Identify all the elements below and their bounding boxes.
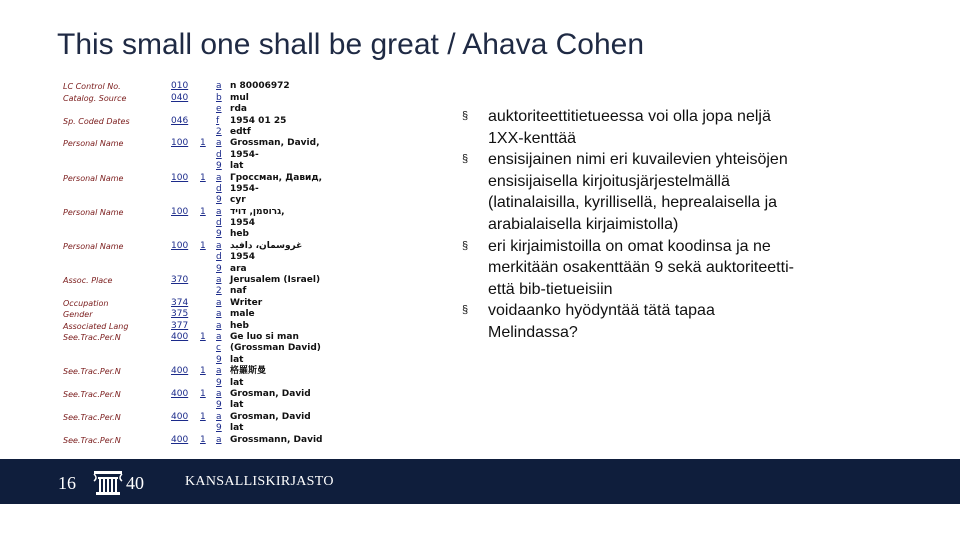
- subfield-code[interactable]: a: [216, 366, 222, 377]
- field-value: Ge luo si man: [230, 331, 299, 342]
- field-tag[interactable]: 370: [171, 275, 189, 286]
- bullet-text: ensisijainen nimi eri kuvailevien yhteisöjen ensisijaisella kirjoitusjärjestelmällä (latinalaisilla, kyrillisellä, heprealaisella ja arabialaisella kirjaimistolla): [488, 151, 788, 233]
- subfield-code[interactable]: d: [216, 149, 222, 160]
- bullet-text: auktoriteettitietueessa voi olla jopa neljä 1XX-kenttää: [488, 108, 771, 147]
- marc-field-row: [60, 161, 330, 172]
- field-value: lat: [230, 354, 244, 365]
- subfield-code[interactable]: d: [216, 218, 222, 229]
- field-value: lat: [230, 377, 244, 388]
- bullet-text: voidaanko hyödyntää tätä tapaa Melindassa?: [488, 302, 715, 341]
- subfield-code[interactable]: 9: [216, 400, 222, 411]
- marc-field-row: [60, 195, 330, 206]
- subfield-code[interactable]: d: [216, 183, 222, 194]
- field-value: rda: [230, 104, 247, 115]
- field-label: Gender: [63, 310, 93, 320]
- field-tag[interactable]: 010: [171, 81, 189, 92]
- field-value: n 80006972: [230, 81, 290, 92]
- field-value: mul: [230, 92, 249, 103]
- subfield-code[interactable]: a: [216, 275, 222, 286]
- field-label: See.Trac.Per.N: [63, 367, 121, 377]
- field-indicator: 1: [200, 240, 206, 251]
- marc-field-row: [60, 241, 330, 252]
- field-value: Grossman, David,: [230, 138, 320, 149]
- marc-field-row: [60, 423, 330, 434]
- field-value: 1954: [230, 252, 256, 263]
- subfield-code[interactable]: a: [216, 388, 222, 399]
- field-tag[interactable]: 400: [171, 366, 189, 377]
- subfield-code[interactable]: a: [216, 138, 222, 149]
- organization-name: KANSALLISKIRJASTO: [185, 474, 334, 489]
- field-value: ara: [230, 263, 247, 274]
- subfield-code[interactable]: a: [216, 206, 222, 217]
- logo-right-digits: 40: [126, 473, 144, 493]
- field-indicator: 1: [200, 172, 206, 183]
- marc-field-row: [60, 389, 330, 400]
- field-value: edtf: [230, 126, 251, 137]
- bullet-item: [462, 300, 802, 343]
- field-value: cyr: [230, 195, 246, 206]
- field-value: lat: [230, 161, 244, 172]
- field-tag[interactable]: 040: [171, 92, 189, 103]
- marc-field-row: [60, 81, 330, 92]
- marc-field-row: [60, 184, 330, 195]
- field-value: lat: [230, 423, 244, 434]
- subfield-code[interactable]: a: [216, 331, 222, 342]
- subfield-code[interactable]: 2: [216, 286, 222, 297]
- marc-field-row: [60, 309, 330, 320]
- marc-field-row: [60, 104, 330, 115]
- marc-field-row: [60, 218, 330, 229]
- logo-left-digits: 16: [58, 473, 76, 493]
- field-indicator: 1: [200, 206, 206, 217]
- marc-field-row: [60, 355, 330, 366]
- field-value: غروسمان، دافيد: [230, 240, 303, 251]
- marc-field-row: [60, 93, 330, 104]
- field-value: גרוסמן, דויד,: [230, 206, 285, 217]
- marc-field-row: [60, 127, 330, 138]
- field-value: (Grossman David): [230, 343, 321, 354]
- subfield-code[interactable]: 9: [216, 354, 222, 365]
- field-indicator: 1: [200, 366, 206, 377]
- field-tag[interactable]: 100: [171, 172, 189, 183]
- marc-field-row: [60, 264, 330, 275]
- field-value: naf: [230, 286, 247, 297]
- field-value: 1954: [230, 218, 256, 229]
- field-label: See.Trac.Per.N: [63, 332, 121, 342]
- marc-field-row: [60, 400, 330, 411]
- marc-field-row: [60, 343, 330, 354]
- subfield-code[interactable]: 9: [216, 423, 222, 434]
- field-value: Grosman, David: [230, 388, 311, 399]
- field-tag[interactable]: 046: [171, 115, 189, 126]
- field-tag[interactable]: 100: [171, 206, 189, 217]
- field-label: Sp. Coded Dates: [63, 116, 130, 126]
- field-value: 1954 01 25: [230, 115, 287, 126]
- marc-field-row: [60, 116, 330, 127]
- marc-field-row: [60, 150, 330, 161]
- field-value: male: [230, 309, 255, 320]
- field-label: Associated Lang: [63, 321, 129, 331]
- marc-field-row: [60, 366, 330, 377]
- subfield-code[interactable]: a: [216, 172, 222, 183]
- field-tag[interactable]: 100: [171, 138, 189, 149]
- field-value: Гроссман, Давид,: [230, 172, 323, 183]
- field-indicator: 1: [200, 434, 206, 445]
- field-value: Jerusalem (Israel): [230, 275, 321, 286]
- field-tag[interactable]: 400: [171, 388, 189, 399]
- marc-record-screenshot: [60, 70, 330, 445]
- subfield-code[interactable]: 9: [216, 195, 222, 206]
- field-tag[interactable]: 400: [171, 411, 189, 422]
- subfield-code[interactable]: a: [216, 240, 222, 251]
- subfield-code[interactable]: 9: [216, 161, 222, 172]
- subfield-code[interactable]: 9: [216, 377, 222, 388]
- subfield-code[interactable]: a: [216, 320, 222, 331]
- subfield-code[interactable]: a: [216, 411, 222, 422]
- subfield-code[interactable]: 9: [216, 229, 222, 240]
- marc-field-row: [60, 173, 330, 184]
- field-tag[interactable]: 377: [171, 320, 189, 331]
- slide-title: This small one shall be great / Ahava Cohen: [57, 28, 645, 61]
- field-label: Assoc. Place: [63, 276, 113, 286]
- marc-field-row: [60, 298, 330, 309]
- bullet-item: [462, 236, 802, 301]
- bullet-item: [462, 106, 802, 149]
- bullet-item: [462, 149, 802, 235]
- field-label: Personal Name: [63, 139, 124, 149]
- marc-field-row: [60, 435, 330, 446]
- field-tag[interactable]: 375: [171, 309, 189, 320]
- field-label: Occupation: [63, 298, 109, 308]
- field-value: 格羅斯曼: [230, 366, 267, 377]
- field-label: LC Control No.: [63, 82, 121, 92]
- field-value: heb: [230, 229, 249, 240]
- field-value: Grossmann, David: [230, 434, 323, 445]
- subfield-code[interactable]: a: [216, 434, 222, 445]
- field-tag[interactable]: 374: [171, 297, 189, 308]
- marc-field-row: [60, 207, 330, 218]
- field-label: See.Trac.Per.N: [63, 435, 121, 445]
- marc-field-row: [60, 275, 330, 286]
- field-value: 1954-: [230, 183, 259, 194]
- subfield-code[interactable]: f: [216, 115, 220, 126]
- field-value: 1954-: [230, 149, 259, 160]
- marc-field-row: [60, 321, 330, 332]
- field-tag[interactable]: 400: [171, 331, 189, 342]
- marc-field-row: [60, 378, 330, 389]
- footer-bar: [0, 459, 960, 504]
- bullet-text: eri kirjaimistoilla on omat koodinsa ja ne merkitään osakenttään 9 sekä auktoriteetti- että bib-tietueisiin: [488, 237, 794, 298]
- field-indicator: 1: [200, 138, 206, 149]
- bullet-marker-icon: §: [462, 153, 469, 166]
- field-label: Catalog. Source: [63, 93, 127, 103]
- field-tag[interactable]: 100: [171, 240, 189, 251]
- marc-field-row: [60, 229, 330, 240]
- bullet-marker-icon: §: [462, 304, 469, 317]
- marc-field-row: [60, 412, 330, 423]
- field-label: See.Trac.Per.N: [63, 412, 121, 422]
- bullet-list: [462, 106, 802, 344]
- field-label: Personal Name: [63, 173, 124, 183]
- column-logo-icon: [58, 467, 158, 497]
- field-indicator: 1: [200, 411, 206, 422]
- field-value: lat: [230, 400, 244, 411]
- field-indicator: 1: [200, 331, 206, 342]
- field-indicator: 1: [200, 388, 206, 399]
- bullet-marker-icon: §: [462, 239, 469, 252]
- marc-field-row: [60, 252, 330, 263]
- field-label: Personal Name: [63, 241, 124, 251]
- marc-field-row: [60, 332, 330, 343]
- field-tag[interactable]: 400: [171, 434, 189, 445]
- marc-field-row: [60, 138, 330, 149]
- subfield-code[interactable]: a: [216, 309, 222, 320]
- subfield-code[interactable]: b: [216, 92, 222, 103]
- subfield-code[interactable]: c: [216, 343, 221, 354]
- subfield-code[interactable]: d: [216, 252, 222, 263]
- field-label: Personal Name: [63, 207, 124, 217]
- marc-field-row: [60, 286, 330, 297]
- field-label: See.Trac.Per.N: [63, 389, 121, 399]
- bullet-marker-icon: §: [462, 110, 469, 122]
- subfield-code[interactable]: a: [216, 297, 222, 308]
- marc-field-row: [60, 70, 330, 81]
- library-logo: [58, 467, 158, 497]
- subfield-code[interactable]: 2: [216, 126, 222, 137]
- subfield-code[interactable]: 9: [216, 263, 222, 274]
- field-value: heb: [230, 320, 249, 331]
- field-value: Writer: [230, 297, 263, 308]
- subfield-code[interactable]: a: [216, 81, 222, 92]
- field-value: Grosman, David: [230, 411, 311, 422]
- subfield-code[interactable]: e: [216, 104, 222, 115]
